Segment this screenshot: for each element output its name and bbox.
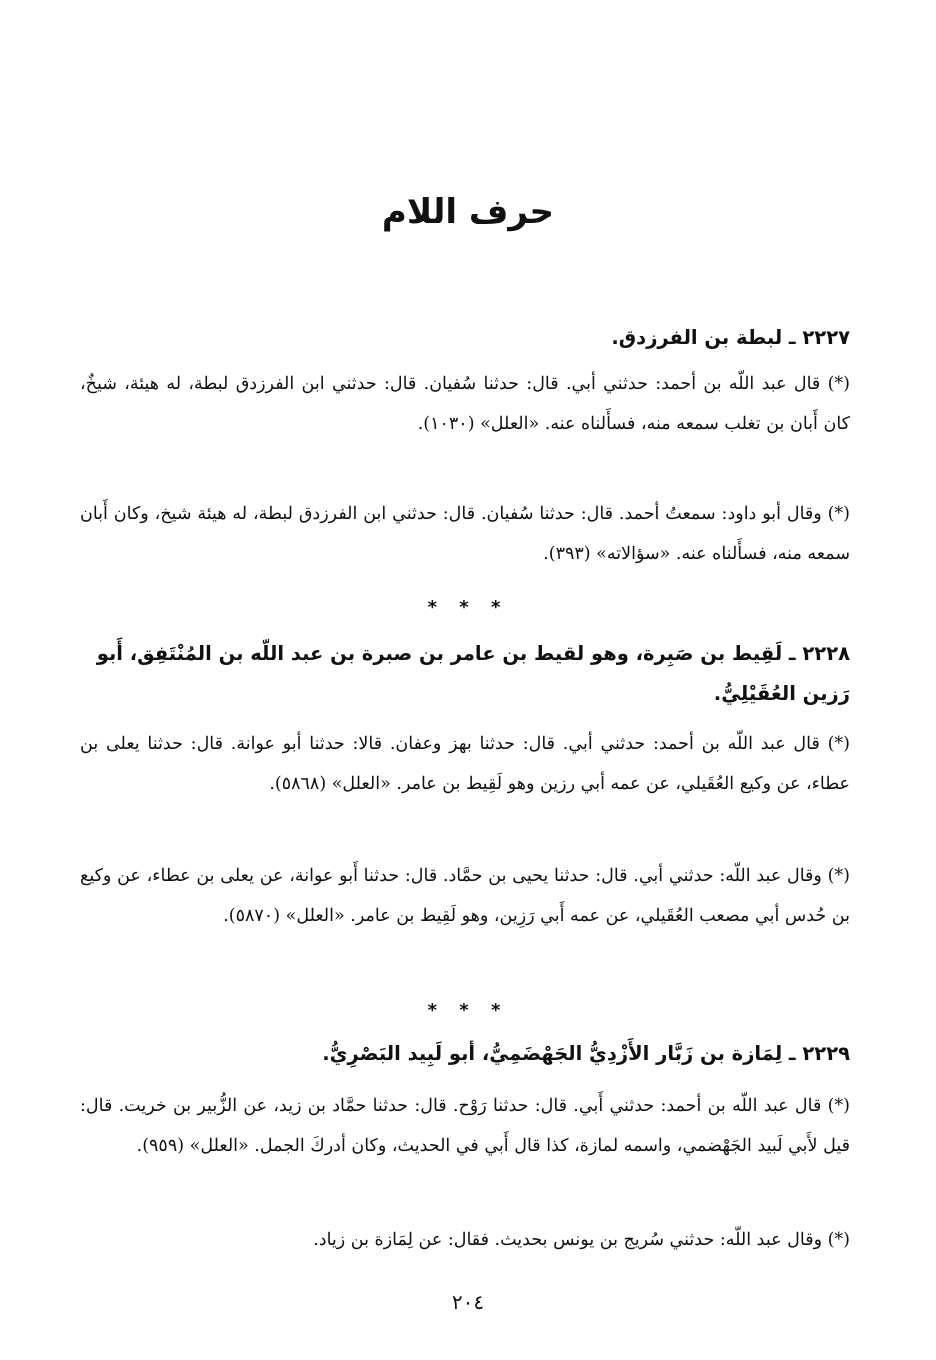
entry-2229-paragraph-2: (*) وقال عبد اللّه: حدثني سُريج بن يونس بحديث. فقال: عن لِمَازة بن زياد. (313, 1230, 850, 1250)
entry-heading-2227: ٢٢٢٧ ـ لبطة بن الفرزدق. (611, 326, 850, 349)
entry-heading-2228: ٢٢٢٨ ـ لَقِيط بن صَبِرة، وهو لقيط بن عامر بن صبرة بن عبد اللّه بن المُنْتَفِق، أَبو رَزين العُقَيْلِيُّ. (96, 642, 850, 705)
entry-2228-paragraph-1: (*) قال عبد اللّه بن أحمد: حدثني أبي. قال: حدثنا بهز وعفان. قالا: حدثنا أبو عوانة. قال: حدثنا يعلى بن عطاء، عن وكيع العُقَيلي، عن عمه أبي رزين وهو لَقِيط بن عامر. «العلل» (٥٨٦٨). (80, 734, 850, 794)
section-separator: * * * (427, 1000, 509, 1021)
entry-2227-paragraph-1: (*) قال عبد اللّه بن أحمد: حدثني أبي. قال: حدثنا سُفيان. قال: حدثني ابن الفرزدق لبطة، له هيئة، شيخٌ، كان أَبان بن تغلب سمعه منه، فسأَلناه عنه. «العلل» (١٠٣٠). (80, 374, 850, 434)
entry-heading-2229: ٢٢٢٩ ـ لِمَازة بن زَبَّار الأَزْدِيُّ الجَهْضَمِيُّ، أبو لَبِيد البَصْرِيُّ. (322, 1042, 850, 1065)
section-separator: * * * (427, 597, 509, 618)
page-number: ٢٠٤ (451, 1290, 485, 1314)
entry-2228-paragraph-2: (*) وقال عبد اللّه: حدثني أبي. قال: حدثنا يحيى بن حمَّاد. قال: حدثنا أَبو عوانة، عن يعلى بن عطاء، عن وكيع بن حُدس أبي مصعب العُقَيلي، عن عمه أَبي رَزِين، وهو لَقِيط بن عامر. «العلل» (٥٨٧٠). (80, 866, 850, 926)
page-title: حرف اللام (381, 192, 555, 232)
entry-2229-paragraph-1: (*) قال عبد اللّه بن أحمد: حدثني أَبي. قال: حدثنا رَوْح. قال: حدثنا حمَّاد بن زيد، عن الزُّبير بن خريت. قال: قيل لأَبي لَبيد الجَهْضمي، واسمه لمازة، كذا قال أَبي في الحديث، وكان أدركَ الجمل. «العلل» (٩٥٩). (80, 1096, 850, 1156)
entry-2227-paragraph-2: (*) وقال أبو داود: سمعتُ أحمد. قال: حدثنا سُفيان. قال: حدثني ابن الفرزدق لبطة، له هيئة شيخ، وكان أَبان سمعه منه، فسأَلناه عنه. «سؤالاته» (٣٩٣). (80, 504, 850, 564)
